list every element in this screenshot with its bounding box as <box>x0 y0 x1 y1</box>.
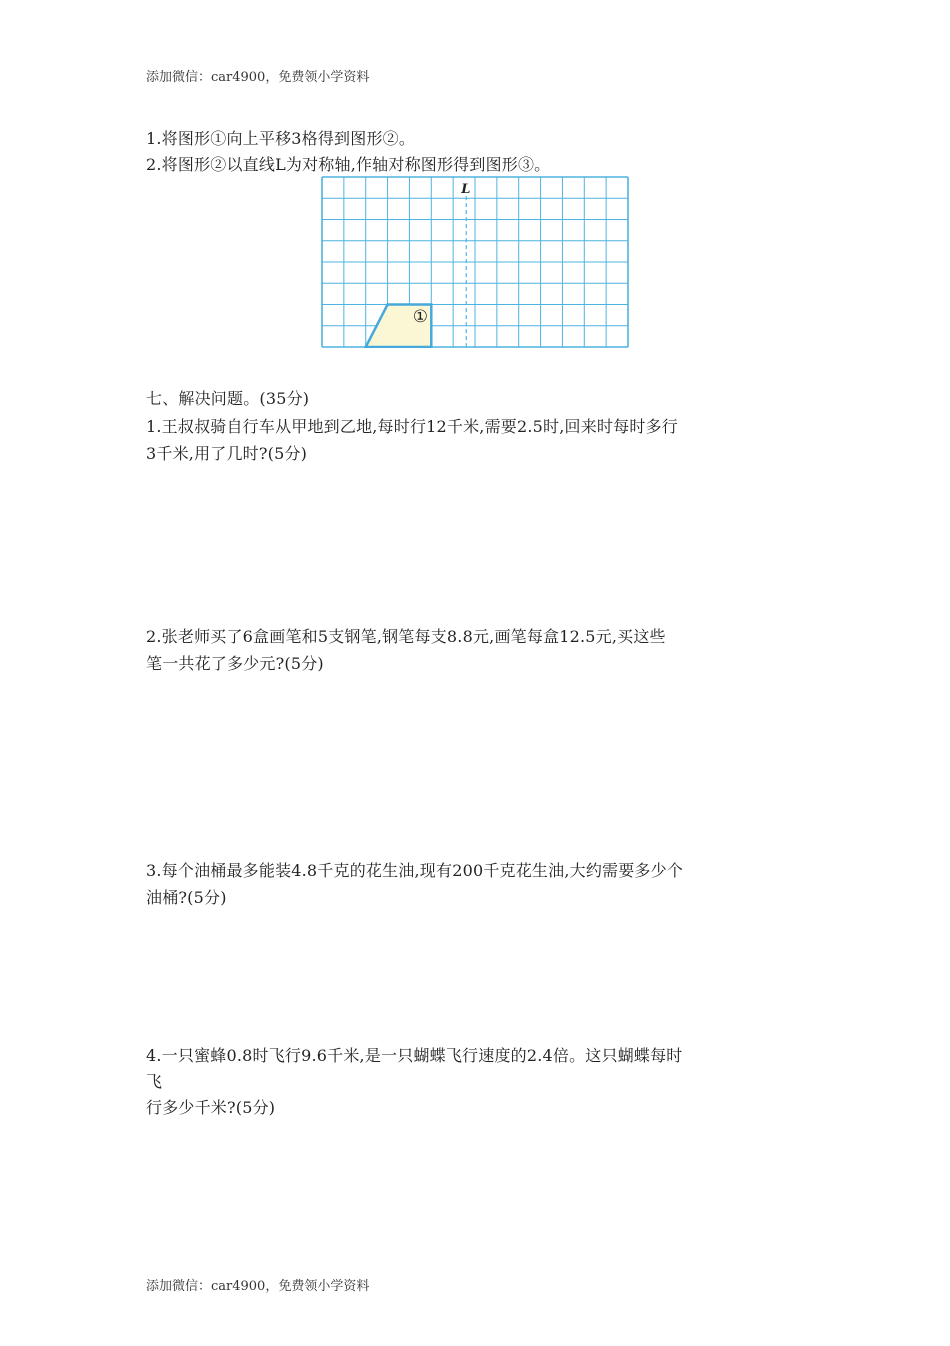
problem-4-line-3: 行多少千米?(5分) <box>146 1098 276 1117</box>
grid-figure <box>321 176 629 348</box>
problem-4-line-1: 4.一只蜜蜂0.8时飞行9.6千米,是一只蝴蝶飞行速度的2.4倍。这只蝴蝶每时 <box>146 1046 683 1065</box>
problem-1-line-2: 3千米,用了几时?(5分) <box>146 444 308 463</box>
grid-lines <box>322 177 628 347</box>
problem-2-line-2: 笔一共花了多少元?(5分) <box>146 654 324 673</box>
section-title: 七、解决问题。(35分) <box>146 389 310 408</box>
problem-2-line-1: 2.张老师买了6盒画笔和5支钢笔,钢笔每支8.8元,画笔每盒12.5元,买这些 <box>146 627 666 646</box>
figure-instruction-2: 2.将图形②以直线L为对称轴,作轴对称图形得到图形③。 <box>146 155 551 174</box>
problem-1-line-1: 1.王叔叔骑自行车从甲地到乙地,每时行12千米,需要2.5时,回来时每时多行 <box>146 417 678 436</box>
axis-label: L <box>461 181 471 197</box>
page-footer-watermark: 添加微信：car4900，免费领小学资料 <box>146 1279 370 1294</box>
page-header-watermark: 添加微信：car4900，免费领小学资料 <box>146 70 370 85</box>
figure-instruction-1: 1.将图形①向上平移3格得到图形②。 <box>146 129 416 148</box>
problem-3-line-2: 油桶?(5分) <box>146 888 227 907</box>
problem-3-line-1: 3.每个油桶最多能装4.8千克的花生油,现有200千克花生油,大约需要多少个 <box>146 861 684 880</box>
shape-1-label: ① <box>412 307 428 328</box>
problem-4-line-2: 飞 <box>146 1072 163 1091</box>
